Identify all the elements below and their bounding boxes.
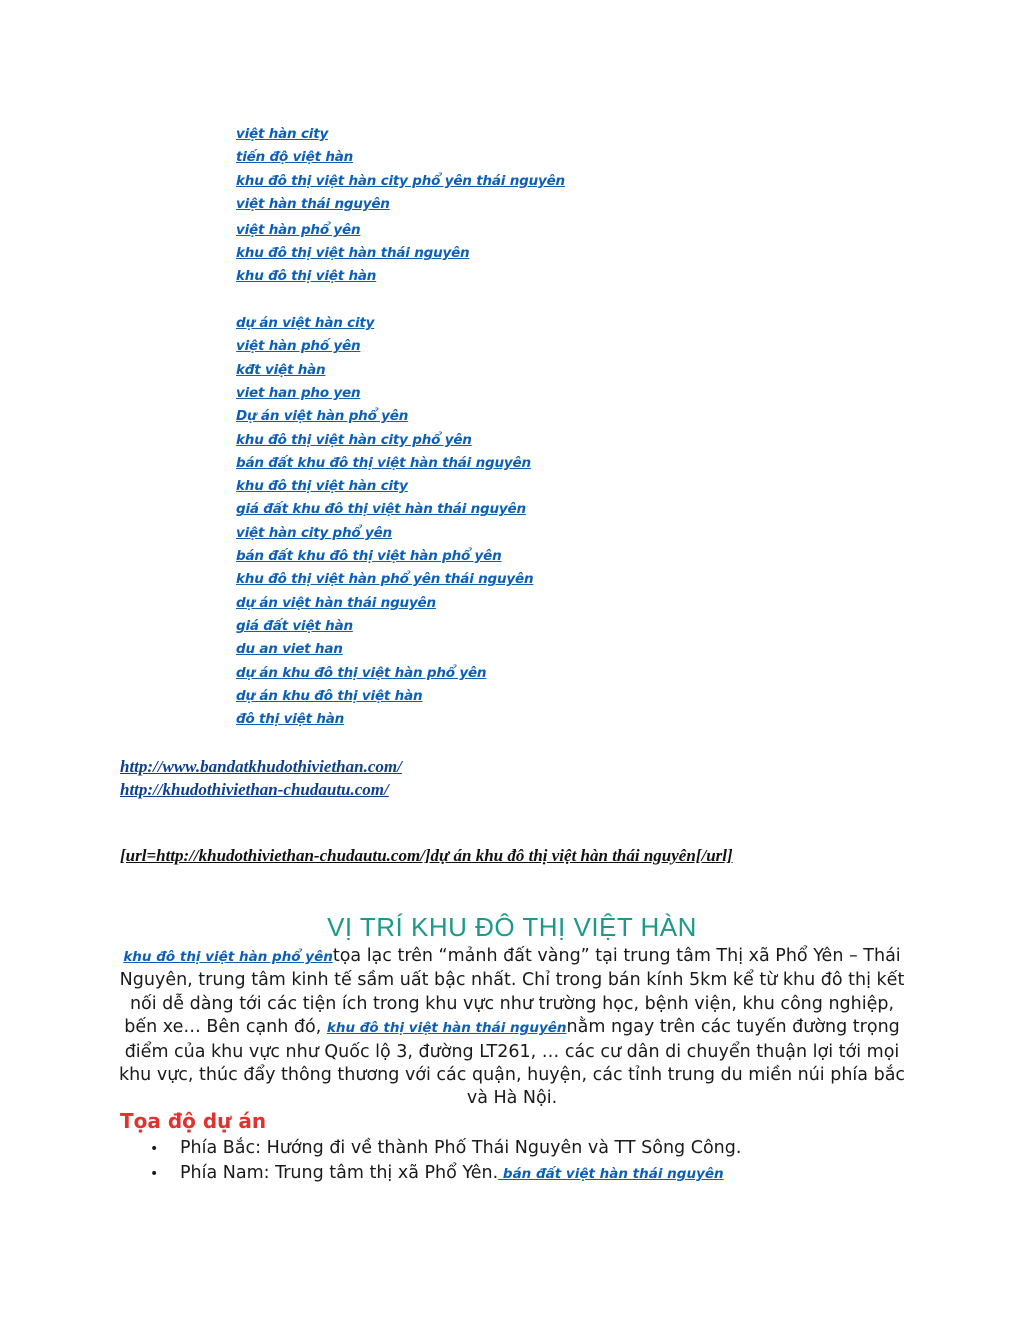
list-item bbox=[236, 168, 565, 191]
keyword-link[interactable]: việt hàn city bbox=[236, 126, 329, 142]
list-item bbox=[236, 427, 565, 450]
list-item bbox=[236, 636, 565, 659]
keyword-link[interactable]: khu đô thị việt hàn city bbox=[236, 478, 408, 495]
inline-link-pho-yen[interactable]: khu đô thị việt hàn phổ yên bbox=[123, 949, 333, 965]
list-item bbox=[236, 214, 565, 240]
list-item bbox=[236, 380, 565, 403]
keyword-link[interactable]: du an viet han bbox=[236, 641, 343, 658]
list-item bbox=[236, 191, 565, 214]
inline-link-ban-dat[interactable]: bán đất việt hàn thái nguyên bbox=[498, 1166, 724, 1182]
keyword-link[interactable]: việt hàn phổ yên bbox=[236, 222, 361, 239]
keyword-link[interactable]: tiến độ việt hàn bbox=[236, 149, 354, 166]
keyword-link[interactable]: dự án việt hàn city bbox=[236, 315, 375, 332]
list-item bbox=[236, 333, 565, 356]
list-item bbox=[236, 496, 565, 519]
keyword-link[interactable]: giá đất khu đô thị việt hàn thái nguyên bbox=[236, 501, 526, 518]
keyword-link[interactable]: bán đất khu đô thị việt hàn thái nguyên bbox=[236, 454, 531, 471]
list-item bbox=[236, 144, 565, 167]
keyword-link[interactable]: việt hàn city phổ yên bbox=[236, 524, 392, 541]
coordinates-heading: Tọa độ dự án bbox=[120, 1109, 267, 1133]
keyword-link[interactable]: khu đô thị việt hàn phổ yên thái nguyên bbox=[236, 571, 534, 588]
list-item bbox=[236, 357, 565, 380]
list-item bbox=[236, 660, 565, 683]
list-item bbox=[150, 1161, 741, 1186]
keyword-link[interactable]: dự án việt hàn thái nguyên bbox=[236, 594, 436, 611]
bullet-icon: • bbox=[150, 1141, 159, 1157]
keyword-link[interactable]: đô thị việt hàn bbox=[236, 711, 345, 728]
keyword-link[interactable]: giá đất việt hàn bbox=[236, 617, 353, 634]
list-item bbox=[236, 473, 565, 496]
list-item bbox=[236, 403, 565, 426]
south-text: Phía Nam: Trung tâm thị xã Phổ Yên. bbox=[180, 1163, 499, 1183]
north-text: Phía Bắc: Hướng đi về thành Phố Thái Nguyên và TT Sông Công. bbox=[180, 1138, 742, 1158]
keyword-link[interactable]: viet han pho yen bbox=[236, 384, 361, 401]
list-item bbox=[150, 1136, 741, 1161]
list-item bbox=[236, 683, 565, 706]
keyword-link[interactable]: khu đô thị việt hàn city phổ yên thái nguyên bbox=[236, 172, 565, 189]
list-item bbox=[236, 566, 565, 589]
list-item bbox=[236, 590, 565, 613]
list-item bbox=[236, 613, 565, 636]
keyword-link[interactable]: khu đô thị việt hàn bbox=[236, 268, 377, 285]
website-link[interactable]: http://khudothiviethan-chudautu.com/ bbox=[120, 780, 389, 799]
keyword-link-list bbox=[236, 121, 565, 729]
list-item bbox=[236, 263, 565, 286]
coordinates-list bbox=[150, 1136, 741, 1186]
list-item bbox=[236, 240, 565, 263]
list-item bbox=[236, 310, 565, 333]
list-item bbox=[236, 706, 565, 729]
keyword-link[interactable]: bán đất khu đô thị việt hàn phổ yên bbox=[236, 548, 502, 565]
list-item bbox=[236, 450, 565, 473]
paragraph-text: tọa lạc trên “mảnh đất vàng” tại trung tâm Thị xã Phổ Yên – Thái Nguyên, trung tâm kinh tế sầm uất bậc nhất. Chỉ trong bán kính 5km kể từ khu đô thị kết nối dễ dàng tới các tiện ích trong khu vực như trường học, bệnh viện, khu công nghiệp, bến xe… Bên cạnh đó, bbox=[119, 946, 905, 1038]
website-urls bbox=[120, 755, 402, 801]
section-heading: VỊ TRÍ KHU ĐÔ THỊ VIỆT HÀN bbox=[327, 912, 697, 942]
list-item bbox=[236, 543, 565, 566]
website-link[interactable]: http://www.bandatkhudothiviethan.com/ bbox=[120, 757, 402, 776]
bbcode-link-text: [url=http://khudothiviethan-chudautu.com/]dự án khu đô thị việt hàn thái nguyên[/url] bbox=[120, 846, 733, 865]
keyword-link[interactable]: khu đô thị việt hàn city phổ yên bbox=[236, 431, 472, 448]
inline-link-thai-nguyen[interactable]: khu đô thị việt hàn thái nguyên bbox=[326, 1020, 567, 1037]
keyword-link[interactable]: việt hàn thái nguyên bbox=[236, 195, 390, 212]
list-item bbox=[236, 520, 565, 543]
keyword-link[interactable]: khu đô thị việt hàn thái nguyên bbox=[236, 245, 470, 262]
keyword-link[interactable]: dự án khu đô thị việt hàn phổ yên bbox=[236, 664, 487, 681]
keyword-link[interactable]: Dự án việt hàn phổ yên bbox=[236, 408, 409, 425]
keyword-link[interactable]: dự án khu đô thị việt hàn bbox=[236, 687, 423, 704]
bullet-icon: • bbox=[150, 1166, 159, 1182]
list-spacer bbox=[236, 287, 565, 310]
keyword-link[interactable]: việt hàn phố yên bbox=[236, 338, 361, 355]
list-item bbox=[236, 121, 565, 144]
paragraph-text: nằm ngay trên các tuyến đường trọng điểm của khu vực như Quốc lộ 3, đường LT261, … các cư dân di chuyển thuận lợi tới mọi khu vực, thúc đẩy thông thương với các quận, huyện, các tỉnh trung du miền núi phía bắc và Hà Nội. bbox=[118, 1017, 906, 1109]
keyword-link[interactable]: kđt việt hàn bbox=[236, 361, 326, 378]
location-paragraph bbox=[112, 945, 912, 1111]
